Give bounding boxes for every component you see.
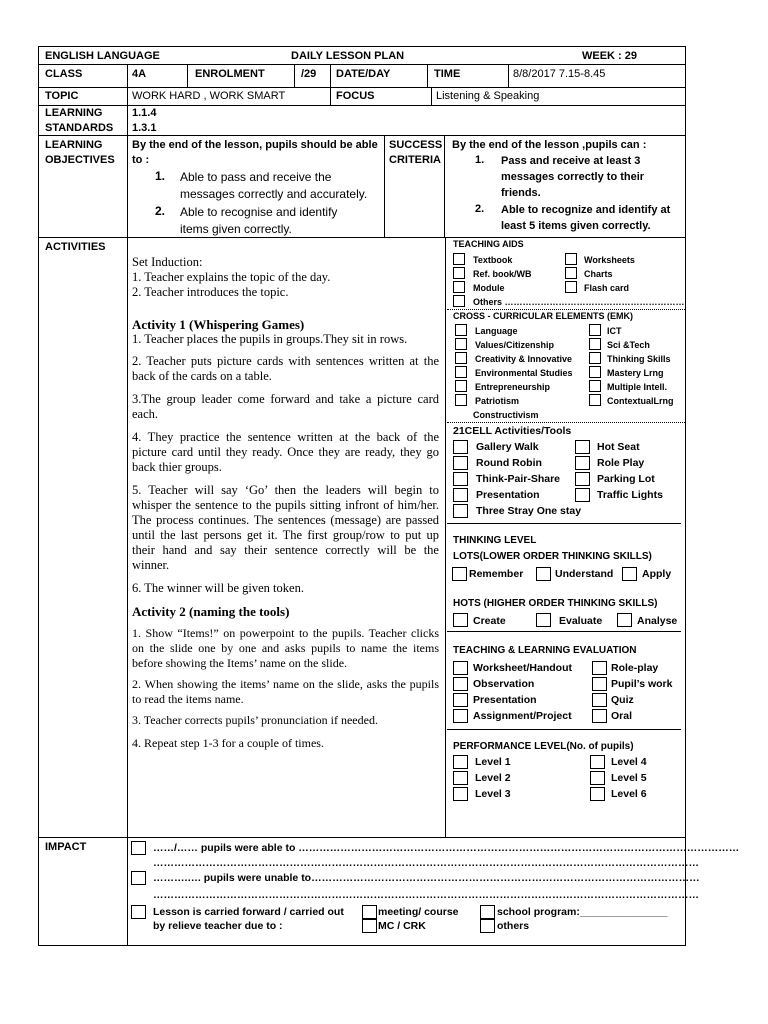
success-text: least 5 items given correctly. [501,220,651,232]
checkbox[interactable] [131,841,146,855]
objectives-intro: By the end of the lesson, pupils should be able [132,139,378,151]
emk-option: Entrepreneurship [475,382,551,392]
induction-step: 1. Teacher explains the topic of the day. [132,270,331,284]
activity-1-title: Activity 1 (Whispering Games) [132,317,305,332]
performance-title: PERFORMANCE LEVEL(No. of pupils) [453,741,634,752]
grid-line [330,64,331,105]
checkbox[interactable] [453,281,465,293]
lots-option: Remember [469,568,524,580]
emk-option: Constructivism [473,410,539,420]
impact-reason-option: school program:_______________ [497,906,668,918]
divider [447,729,681,730]
success-label: SUCCESS [389,139,443,151]
checkbox[interactable] [131,871,146,885]
checkbox[interactable] [536,567,551,581]
activity-step: 3. Teacher corrects pupils’ pronunciation if needed. [132,713,378,727]
grid-line [187,64,188,87]
checkbox[interactable] [453,504,468,518]
checkbox[interactable] [362,919,377,933]
checkbox[interactable] [590,787,605,801]
class-label: CLASS [45,68,83,80]
checkbox[interactable] [589,394,601,406]
impact-label: IMPACT [45,841,87,853]
checkbox[interactable] [589,366,601,378]
hots-title: HOTS (HIGHER ORDER THINKING SKILLS) [453,598,658,609]
checkbox[interactable] [453,488,468,502]
enrolment-value[interactable]: /29 [301,68,317,80]
hots-option: Analyse [637,615,678,627]
grid-line [294,64,295,87]
cell21-option: Round Robin [476,457,542,469]
emk-option: Mastery Lrng [607,368,664,378]
grid-line [127,64,128,946]
checkbox[interactable] [480,905,495,919]
performance-option: Level 1 [475,756,511,768]
checkbox[interactable] [453,472,468,486]
activities-label: ACTIVITIES [45,241,106,253]
evaluation-option: Presentation [473,694,537,706]
lots-title: LOTS(LOWER ORDER THINKING SKILLS) [453,551,652,562]
checkbox[interactable] [455,338,467,350]
divider [447,422,685,423]
impact-reason-option: others [497,920,530,932]
activity-step: 1. Show “Items!” on powerpoint to the pupils. Teacher clicks on the slide one by one and asks pupils to name the items before showing the Items’ name on the slide. [132,626,439,670]
focus-value[interactable]: Listening & Speaking [436,90,540,102]
evaluation-title: TEACHING & LEARNING EVALUATION [453,645,637,656]
evaluation-option: Assignment/Project [473,710,572,722]
success-text: friends. [501,187,541,199]
date-label: DATE/DAY [336,68,391,80]
checkbox[interactable] [565,281,577,293]
objective-number: 2. [155,204,166,218]
evaluation-option: Quiz [611,694,634,706]
checkbox[interactable] [453,771,468,785]
checkbox[interactable] [453,693,468,707]
grid-line [39,237,685,238]
performance-option: Level 3 [475,788,511,800]
checkbox[interactable] [453,295,465,307]
focus-label: FOCUS [336,90,375,102]
checkbox[interactable] [453,613,468,627]
teaching-aid-option: Worksheets [584,255,635,265]
emk-option: ContextualLrng [607,396,674,406]
teaching-aid-option: Charts [584,269,613,279]
checkbox[interactable] [453,253,465,265]
cell21-option: Think-Pair-Share [476,473,561,485]
objective-item[interactable] [180,204,337,238]
standards-label: STANDARDS [45,122,114,134]
emk-option: Creativity & Innovative [475,354,573,364]
impact-able-line[interactable]: ……/…… pupils were able to ……………………………………………………………………………………………………………… [153,842,740,854]
cell21-option: Role Play [597,457,645,469]
time-value[interactable]: 8/8/2017 7.15-8.45 [513,68,606,80]
checkbox[interactable] [575,472,590,486]
evaluation-option: Oral [611,710,633,722]
cell21-title: 21CELL Activities/Tools [453,425,572,437]
lesson-plan-sheet [38,46,740,946]
teaching-aid-option: Module [473,283,505,293]
class-value[interactable]: 4A [132,68,147,80]
success-label: CRITERIA [389,154,441,166]
impact-reason-option: meeting/ course [378,906,459,918]
subject-label: ENGLISH LANGUAGE [45,50,160,62]
cell21-option: Traffic Lights [597,489,663,501]
success-text: messages correctly to their [501,171,645,183]
cell21-option: Gallery Walk [476,441,539,453]
emk-title: CROSS - CURRICULAR ELEMENTS (EMK) [453,311,633,321]
checkbox[interactable] [452,567,467,581]
objective-text: messages correctly and accurately. [180,187,368,201]
emk-option: Environmental Studies [475,368,573,378]
objective-number: 1. [155,169,166,183]
checkbox[interactable] [575,440,590,454]
checkbox[interactable] [131,905,146,919]
success-intro: By the end of the lesson ,pupils can : [452,139,647,151]
grid-line [39,837,685,838]
divider [447,631,681,632]
cell21-option: Three Stray One stay [476,505,582,517]
emk-option: ICT [607,326,622,336]
cell21-option: Hot Seat [597,441,640,453]
teaching-aid-option: Flash card [584,283,630,293]
activity-step: 2. When showing the items’ name on the slide, asks the pupils to read the items name. [132,677,439,706]
enrolment-label: ENROLMENT [195,68,265,80]
checkbox[interactable] [565,253,577,265]
checkbox[interactable] [453,709,468,723]
induction-title: Set Induction: [132,255,203,269]
activity-step: 4. They practice the sentence written at the back of the picture card until they ready. Once they are ready, they go back thier groups. [132,430,439,474]
checkbox[interactable] [453,755,468,769]
checkbox[interactable] [455,352,467,364]
checkbox[interactable] [589,352,601,364]
impact-unable-line[interactable]: ………………………………………………………………………………………………………………………………………… [153,889,699,901]
divider [447,309,685,310]
page-title: DAILY LESSON PLAN [291,50,405,62]
grid-line [39,135,685,136]
checkbox[interactable] [453,456,468,470]
teaching-aids-title: TEACHING AIDS [453,239,524,249]
activity-step: 4. Repeat step 1-3 for a couple of times. [132,736,324,750]
evaluation-option: Pupil’s work [611,678,673,690]
performance-option: Level 2 [475,772,511,784]
teaching-aid-option: Ref. book/WB [473,269,532,279]
objective-text: items given correctly. [180,222,292,236]
performance-option: Level 6 [611,788,647,800]
standard-value[interactable]: 1.3.1 [132,122,157,134]
checkbox[interactable] [453,787,468,801]
emk-option: Language [475,326,518,336]
objectives-label: LEARNING [45,139,103,151]
checkbox[interactable] [592,677,607,691]
impact-able-line[interactable]: ………………………………………………………………………………………………………………………………………… [153,857,699,869]
success-text: Able to recognize and identify at [501,204,671,216]
objective-text: Able to recognise and identify [180,205,338,219]
checkbox[interactable] [453,440,468,454]
checkbox[interactable] [453,677,468,691]
performance-option: Level 4 [611,756,647,768]
checkbox[interactable] [575,488,590,502]
checkbox[interactable] [592,693,607,707]
emk-option: Values/Citizenship [475,340,555,350]
time-label: TIME [434,68,461,80]
checkbox[interactable] [455,324,467,336]
impact-reason-option: MC / CRK [378,920,426,932]
checkbox[interactable] [590,755,605,769]
standard-value[interactable]: 1.1.4 [132,107,157,119]
cell21-option: Parking Lot [597,473,655,485]
grid-line [384,135,385,237]
grid-line [427,64,428,87]
activity-step: 2. Teacher puts picture cards with sentences written at the back of the cards on a table. [132,354,439,383]
checkbox[interactable] [590,771,605,785]
checkbox[interactable] [575,456,590,470]
activity-step: 5. Teacher will say ‘Go’ then the leaders will begin to whisper the sentence to the pupils sitting infront of him/her. The process continues. The sentences (message) are passed until the last persons get it. The first group/row to put up their hand and say their sentence correctly will be the winner. [132,483,439,572]
grid-line [39,64,685,65]
checkbox[interactable] [536,613,551,627]
checkbox[interactable] [362,905,377,919]
checkbox[interactable] [453,661,468,675]
checkbox[interactable] [455,394,467,406]
checkbox[interactable] [592,709,607,723]
activity-2-title: Activity 2 (naming the tools) [132,604,290,619]
teaching-aid-option: Others …………………………………………………… [473,297,685,307]
checkbox[interactable] [622,567,637,581]
success-item[interactable] [501,153,644,201]
checkbox[interactable] [617,613,632,627]
success-text: Pass and receive at least 3 [501,155,641,167]
impact-carried-text: Lesson is carried forward / carried out [153,906,344,918]
grid-line [508,64,509,87]
grid-line [39,87,685,88]
checkbox[interactable] [592,661,607,675]
checkbox[interactable] [453,267,465,279]
impact-carried-text: by relieve teacher due to : [153,920,283,932]
grid-line [431,87,432,105]
evaluation-option: Worksheet/Handout [473,662,572,674]
impact-unable-line[interactable]: ……….…. pupils were unable to………………………………………………………………………………………………… [153,872,700,884]
emk-option: Sci &Tech [607,340,650,350]
induction-step: 2. Teacher introduces the topic. [132,285,289,299]
success-number: 1. [475,154,485,166]
checkbox[interactable] [455,380,467,392]
thinking-title: THINKING LEVEL [453,535,537,546]
checkbox[interactable] [480,919,495,933]
grid-line [444,135,445,237]
activity-step: 3.The group leader come forward and take a picture card each. [132,392,439,421]
topic-label: TOPIC [45,90,79,102]
performance-option: Level 5 [611,772,647,784]
lots-option: Understand [555,568,614,580]
activities-content[interactable] [132,255,439,751]
objectives-intro: to : [132,154,150,166]
divider [447,523,681,524]
week-label: WEEK : 29 [582,50,638,62]
topic-value[interactable]: WORK HARD , WORK SMART [132,90,286,102]
emk-option: Patriotism [475,396,520,406]
lots-option: Apply [642,568,672,580]
standards-label: LEARNING [45,107,103,119]
success-number: 2. [475,203,485,215]
emk-option: Multiple Intell. [607,382,667,392]
activity-step: 1. Teacher places the pupils in groups.They sit in rows. [132,332,408,346]
emk-option: Thinking Skills [607,354,671,364]
teaching-aid-option: Textbook [473,255,513,265]
objective-text: Able to pass and receive the [180,170,332,184]
evaluation-option: Observation [473,678,535,690]
checkbox[interactable] [455,366,467,378]
hots-option: Evaluate [559,615,603,627]
objective-item[interactable] [180,169,367,203]
checkbox[interactable] [565,267,577,279]
objectives-label: OBJECTIVES [45,154,115,166]
grid-line [445,237,446,837]
success-item[interactable] [501,202,670,234]
cell21-option: Presentation [476,489,540,501]
checkbox[interactable] [589,338,601,350]
checkbox[interactable] [589,380,601,392]
hots-option: Create [473,615,506,627]
checkbox[interactable] [589,324,601,336]
activity-step: 6. The winner will be given token. [132,581,304,595]
evaluation-option: Role-play [611,662,659,674]
